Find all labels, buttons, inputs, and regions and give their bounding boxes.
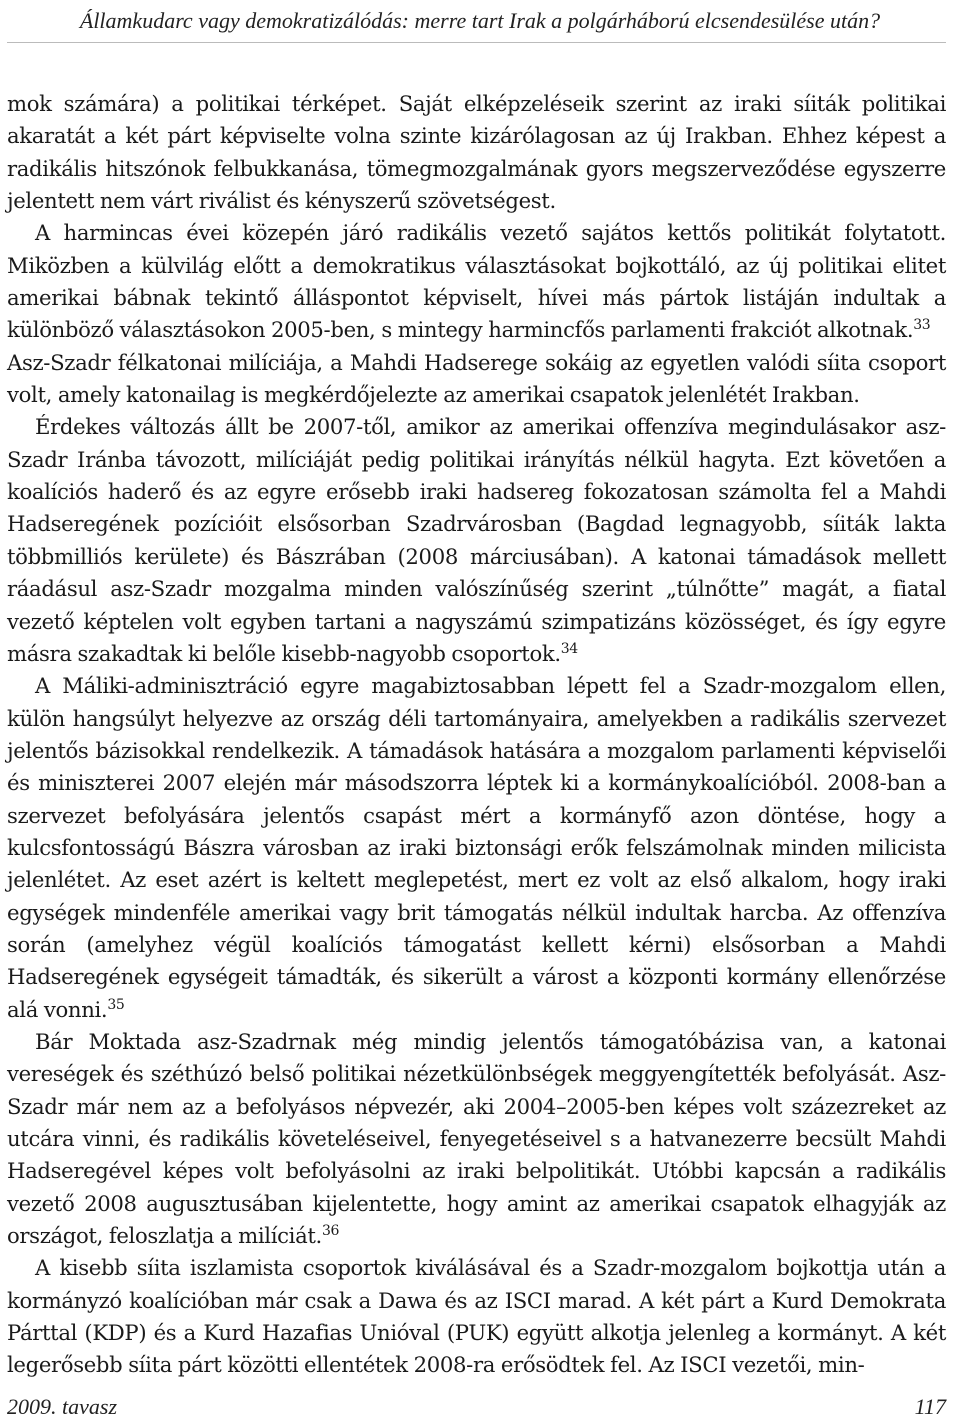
paragraph (7, 411, 946, 670)
footnote-ref[interactable]: 33 (913, 317, 931, 334)
paragraph (7, 347, 946, 412)
paragraph (7, 1252, 946, 1381)
paragraph (7, 217, 946, 346)
paragraph-text: Bár Moktada asz-Szadrnak még mindig jelentős támogatóbázisa van, a katonai vereségek és széthúzó belső politikai nézetkülönbségek meggyengítették befolyását. Asz-Szadr már nem az a befolyásos népvezér, aki 2004–2005-ben képes volt százezreket az utcára vinni, és radikális követeléseivel, fenyegetéseivel s a hatvanezerre becsült Mahdi Hadseregével képes volt befolyásolni az iraki belpolitikát. Utóbbi kapcsán a radikális vezető 2008 augusztusában kijelentette, hogy amint az amerikai csapatok elhagyják az országot, feloszlatja a milíciát. (7, 1028, 946, 1249)
paragraph-text: A Máliki-adminisztráció egyre magabiztosabban lépett fel a Szadr-mozgalom ellen, külön hangsúlyt helyezve az ország déli tartományaira, amelyekben a radikális szervezet jelentős bázisokkal rendelkezik. A támadások hatására a mozgalom parlamenti képviselői és miniszterei 2007 elején már másodszorra léptek ki a kormánykoalícióból. 2008-ban a szervezet befolyására jelentős csapást mért a kormányfő azon döntése, hogy a kulcsfontosságú Bászra városban az iraki biztonsági erők felszámolnak minden milicista jelenlétet. Az eset azért is keltett meglepetést, mert ez volt az első alkalom, hogy iraki egységek mindenféle amerikai vagy brit támogatás nélkül indultak harcba. Az offenzíva során (amelyhez végül koalíciós támogatást kellett kérni) elsősorban a Mahdi Hadseregének egységeit támadták, és sikerült a várost a központi kormány ellenőrzése alá vonni. (7, 673, 946, 1022)
paragraph (7, 88, 946, 217)
footnote-ref[interactable]: 36 (321, 1223, 340, 1240)
paragraph-text: A kisebb síita iszlamista csoportok kiválásával és a Szadr-mozgalom bojkottja után a kormányzó koalícióban már csak a Dawa és az ISCI marad. A két párt a Kurd Demokrata Párttal (KDP) és a Kurd Hazafias Unióval (PUK) együtt alkotja jelenleg a kormányt. A két legerősebb síita párt közötti ellentétek 2008-ra erősödtek fel. Az ISCI vezetői, min- (7, 1255, 946, 1378)
paragraph-text: Érdekes változás állt be 2007-től, amikor az amerikai offenzíva megindulásakor asz-Szadr Iránba távozott, milíciáját pedig politikai irányítás nélkül hagyta. Ezt követően a koalíciós haderő és az egyre erősebb iraki hadsereg fokozatosan számolta fel a Mahdi Hadseregének pozícióit elsősorban Szadrvárosban (Bagdad legnagyobb, síiták lakta többmilliós kerülete) és Bászrában (2008 márciusában). A katonai támadások mellett ráadásul asz-Szadr mozgalma minden valószínűség szerint „túlnőtte” magát, a fiatal vezető képtelen volt egyben tartani a nagyszámú szimpatizáns közösséget, és így egyre másra szakadtak ki belőle kisebb-nagyobb csoportok. (7, 414, 946, 666)
footnote-ref[interactable]: 35 (107, 996, 125, 1013)
body-text (7, 88, 946, 1382)
page-number: 117 (914, 1394, 946, 1419)
footnote-ref[interactable]: 34 (560, 640, 578, 657)
paragraph-text: Asz-Szadr félkatonai milíciája, a Mahdi Hadserege sokáig az egyetlen valódi síita csoport volt, amely katonailag is megkérdőjelezte az amerikai csapatok jelenlétét Irakban. (7, 349, 946, 408)
paragraph-text: mok számára) a politikai térképet. Saját elképzeléseik szerint az iraki síiták politikai akaratát a két párt képviselte volna szinte kizárólagosan az új Irakban. Ehhez képest a radikális hitszónok felbukkanása, tömegmozgalmának gyors megszerveződése egyszerre jelentett nem várt riválist és kényszerű szövetségest. (7, 91, 946, 214)
paragraph (7, 670, 946, 1026)
running-header: Államkudarc vagy demokratizálódás: merre tart Irak a polgárháború elcsendesülése után? (79, 8, 881, 33)
header-divider (7, 42, 946, 43)
paragraph (7, 1026, 946, 1252)
footer-issue: 2009. tavasz (7, 1394, 117, 1419)
paragraph-text: A harmincas évei közepén járó radikális vezető sajátos kettős politikát folytatott. Miközben a külvilág előtt a demokratikus választásokat bojkottáló, az új politikai elitet amerikai bábnak tekintő álláspontot képviselt, hívei más pártok listáján indultak a különböző választásokon 2005-ben, s mintegy harmincfős parlamenti frakciót alkotnak. (7, 220, 946, 343)
